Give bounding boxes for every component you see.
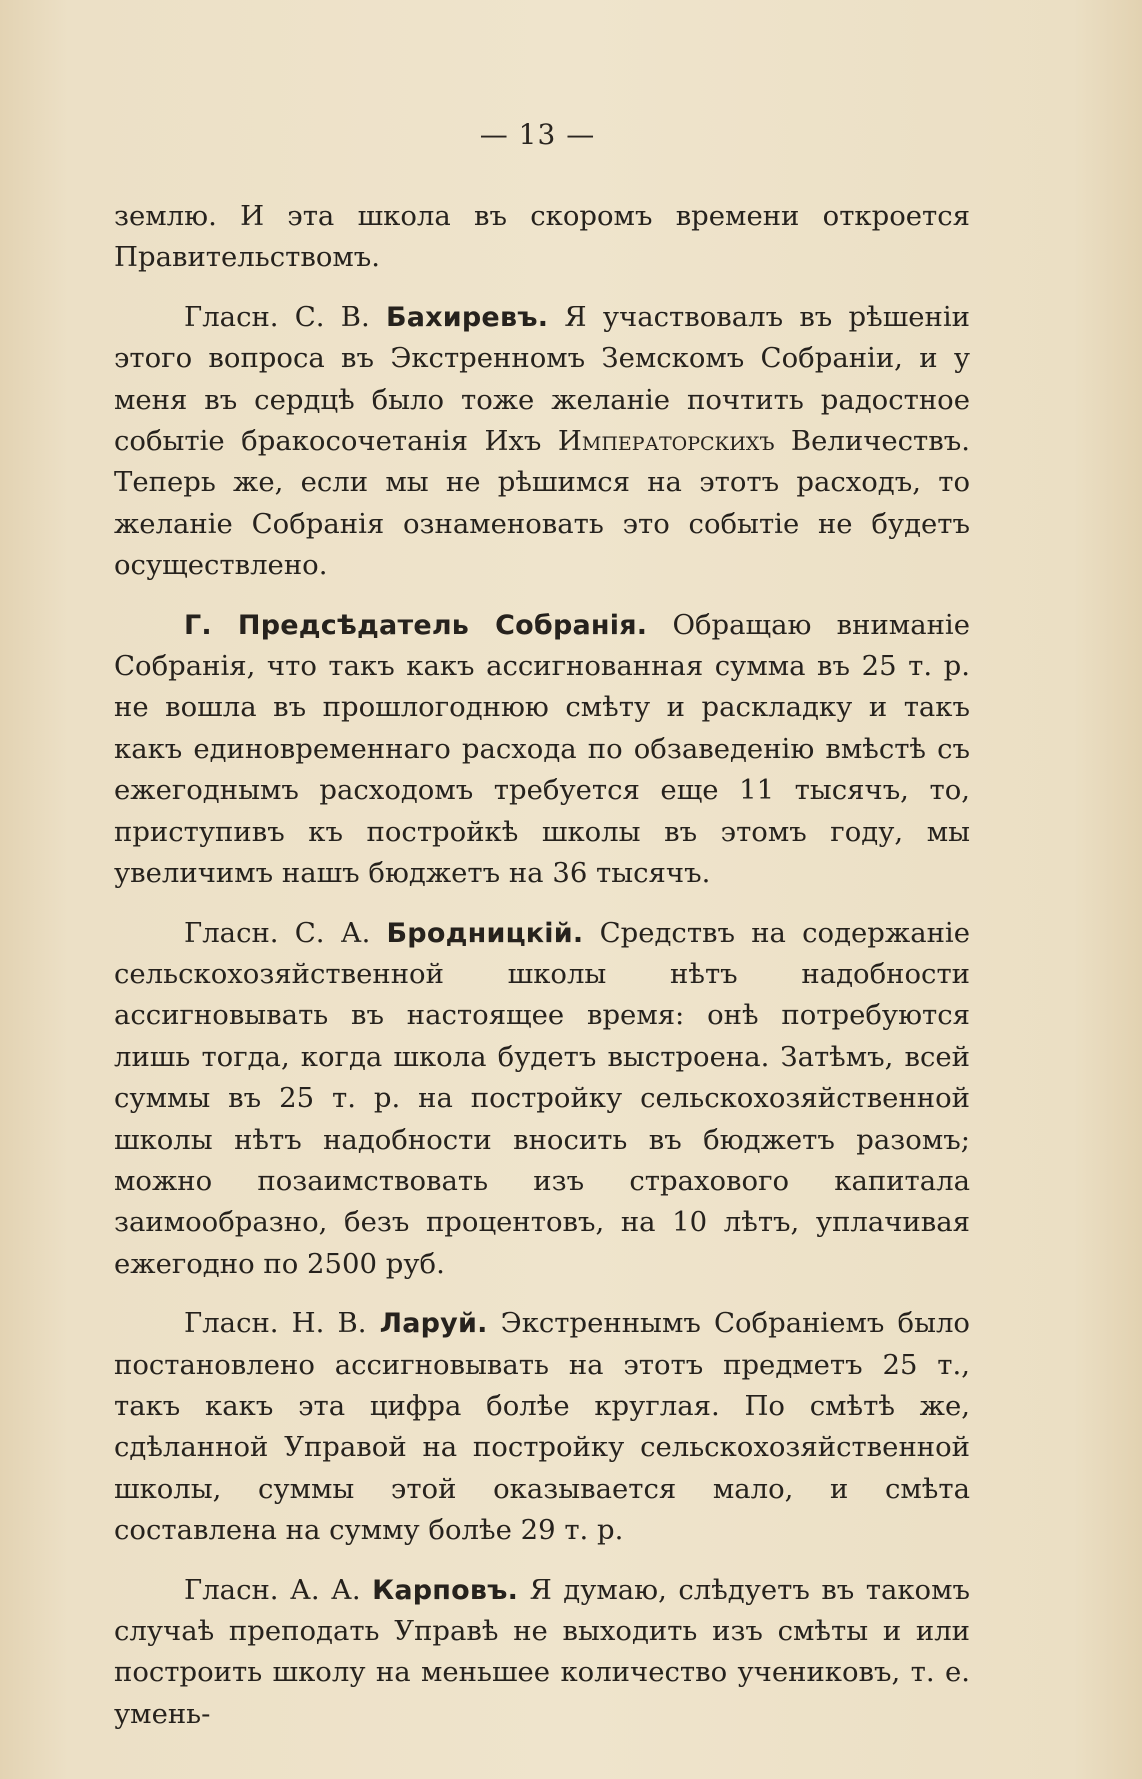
paragraph-bakhirev <box>114 297 970 587</box>
speaker-name: Г. Предсѣдатель Собранія. <box>184 609 648 641</box>
paragraph-brodnitsky <box>114 913 970 1286</box>
speaker-name: Карповъ. <box>372 1574 519 1606</box>
paragraph-text: Экстреннымъ Собраніемъ было постановлено ассигновывать на этотъ предметъ 25 т., такъ какъ эта цифра болѣе круглая. По смѣтѣ же, сдѣланной Управой на постройку сельскохозяйственной школы, суммы этой оказывается мало, и смѣта составлена на сумму болѣе 29 т. р. <box>114 1307 970 1547</box>
paragraph-text: Я участвовалъ въ рѣшеніи этого вопроса въ Экстренномъ Земскомъ Собраніи, и у меня въ сердцѣ было тоже желаніе почтить радостное событіе бракосочетанія Ихъ <box>114 300 971 458</box>
paragraph-text: Я думаю, слѣдуетъ въ такомъ случаѣ преподать Управѣ не выходить изъ смѣты и или построить школу на меньшее количество учениковъ, т. е. умень- <box>114 1573 971 1730</box>
speaker-name: Ларуй. <box>379 1308 488 1340</box>
speaker-title: Гласн. А. А. <box>184 1573 361 1606</box>
paragraph-text: Обращаю вниманіе Собранія, что такъ какъ ассигнованная сумма въ 25 т. р. не вошла въ прошлогоднюю смѣту и раскладку и такъ какъ единовременнаго расхода по обзаведенію вмѣстѣ съ ежегоднымъ расходомъ требуется еще 11 тысячъ, то, приступивъ къ постройкѣ школы въ этомъ году, мы увеличимъ нашъ бюджетъ на 36 тысячъ. <box>114 608 970 890</box>
page-text <box>114 196 970 1735</box>
paragraph-continuation <box>114 196 970 279</box>
speaker-title: Гласн. Н. В. <box>184 1307 367 1340</box>
speaker-title: Гласн. С. А. <box>184 916 371 949</box>
speaker-name: Бродницкій. <box>386 917 584 949</box>
paragraph-text: Средствъ на содержаніе сельскохозяйственной школы нѣтъ надобности ассигновывать въ настоящее время: онѣ потребуются лишь тогда, когда школа будетъ выстроена. Затѣмъ, всей суммы въ 25 т. р. на постройку сельскохозяйственной школы нѣтъ надобности вносить въ бюджетъ разомъ; можно позаимствовать изъ страхового капитала заимообразно, безъ процентовъ, на 10 лѣтъ, уплачивая ежегодно по 2500 руб. <box>114 916 971 1280</box>
paragraph-karpov <box>114 1570 970 1736</box>
paragraph-chairman <box>114 605 970 895</box>
speaker-name: Бахиревъ. <box>385 301 549 333</box>
paragraph-laruy <box>114 1303 970 1551</box>
paragraph-text: землю. И эта школа въ скоромъ времени откроется Правительствомъ. <box>114 200 970 274</box>
paragraph-text: Величествъ. Теперь же, если мы не рѣшимся на этотъ расходъ, то желаніе Собранія ознаменовать это событіе не будетъ осуществлено. <box>114 425 970 582</box>
speaker-title: Гласн. С. В. <box>184 300 370 333</box>
page-number: — 13 — <box>479 118 596 151</box>
emphasized-word: Императорскихъ <box>557 425 775 458</box>
